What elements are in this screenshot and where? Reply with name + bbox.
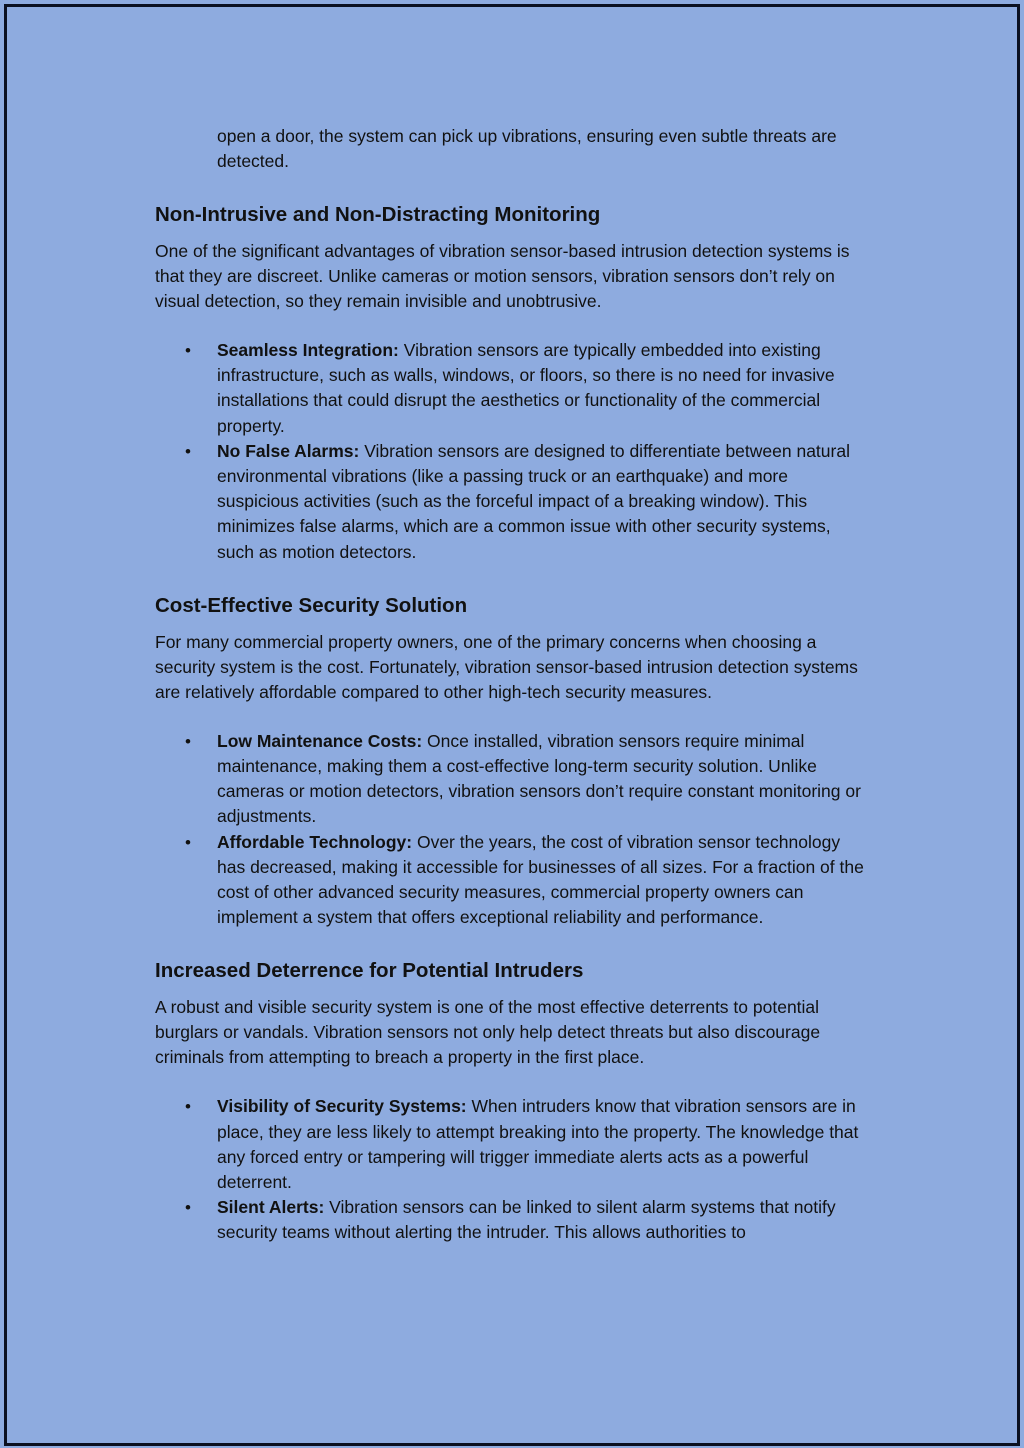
section-heading: Increased Deterrence for Potential Intruders — [155, 959, 584, 983]
item-text: Vibration sensors are typically embedded into existing infrastructure, such as walls, windows, or floors, so there is no need for invasive installations that could disrupt the aesthetics or functionality of the commercial property. — [217, 340, 835, 436]
item-title: Visibility of Security Systems: — [217, 1096, 467, 1117]
item-text: Vibration sensors are designed to differentiate between natural environmental vibrations (like a passing truck or an earthquake) and more suspicious activities (such as the forceful impact of a breaking window). This minimizes false alarms, which are a common issue with other security systems, such as motion detectors. — [217, 440, 850, 562]
item-text: Vibration sensors can be linked to silent alarm systems that notify security teams without alerting the intruder. This allows authorities to — [217, 1197, 836, 1243]
item-text: When intruders know that vibration sensors are in place, they are less likely to attempt breaking into the property. The knowledge that any forced entry or tampering will trigger immediate alerts acts as a powerful deterrent. — [217, 1096, 859, 1193]
bullet-icon: • — [185, 441, 191, 461]
bullet-icon: • — [185, 341, 191, 360]
section-increased-deterrence — [155, 957, 870, 1245]
bullet-icon: • — [185, 1198, 191, 1218]
section-heading: Non-Intrusive and Non-Distracting Monitoring — [155, 203, 601, 226]
item-text: Once installed, vibration sensors require minimal maintenance, making them a cost-effective long-term security solution. Unlike cameras or motion detectors, vibration sensors don’t require constant monitoring or adjustments. — [217, 730, 861, 827]
list-item — [155, 1195, 870, 1245]
continuation-paragraph: open a door, the system can pick up vibrations, ensuring even subtle threats are detected. — [217, 126, 837, 171]
bullet-icon: • — [185, 832, 191, 852]
list-item — [155, 439, 870, 565]
item-title: Seamless Integration: — [217, 340, 399, 360]
list-item — [155, 1094, 870, 1195]
bullet-icon: • — [185, 731, 191, 751]
list-item — [155, 830, 870, 931]
list-item — [155, 729, 870, 830]
bullet-list — [155, 338, 870, 565]
bullet-list — [155, 729, 870, 931]
bullet-list — [155, 1094, 870, 1245]
bullet-icon: • — [185, 1097, 191, 1117]
section-non-intrusive-monitoring — [155, 201, 870, 565]
item-title: Affordable Technology: — [217, 831, 413, 852]
list-item — [155, 338, 870, 439]
document-body — [155, 124, 870, 1246]
item-title: Silent Alerts: — [217, 1197, 325, 1218]
item-title: Low Maintenance Costs: — [217, 730, 423, 751]
section-heading: Cost-Effective Security Solution — [155, 593, 468, 617]
section-cost-effective-security — [155, 592, 870, 931]
item-title: No False Alarms: — [217, 440, 360, 461]
section-intro: For many commercial property owners, one of the primary concerns when choosing a security system is the cost. Fortunately, vibration sensor-based intrusion detection systems are relatively affordable compared to other high-tech security measures. — [155, 631, 858, 702]
section-intro: One of the significant advantages of vibration sensor-based intrusion detection systems is that they are discreet. Unlike cameras or motion sensors, vibration sensors don’t rely on visual detection, so they remain invisible and unobtrusive. — [155, 241, 850, 311]
item-text: Over the years, the cost of vibration sensor technology has decreased, making it accessible for businesses of all sizes. For a fraction of the cost of other advanced security measures, commercial property owners can implement a system that offers exceptional reliability and performance. — [217, 831, 864, 928]
section-intro: A robust and visible security system is one of the most effective deterrents to potential burglars or vandals. Vibration sensors not only help detect threats but also discourage criminals from attempting to breach a property in the first place. — [155, 997, 821, 1068]
